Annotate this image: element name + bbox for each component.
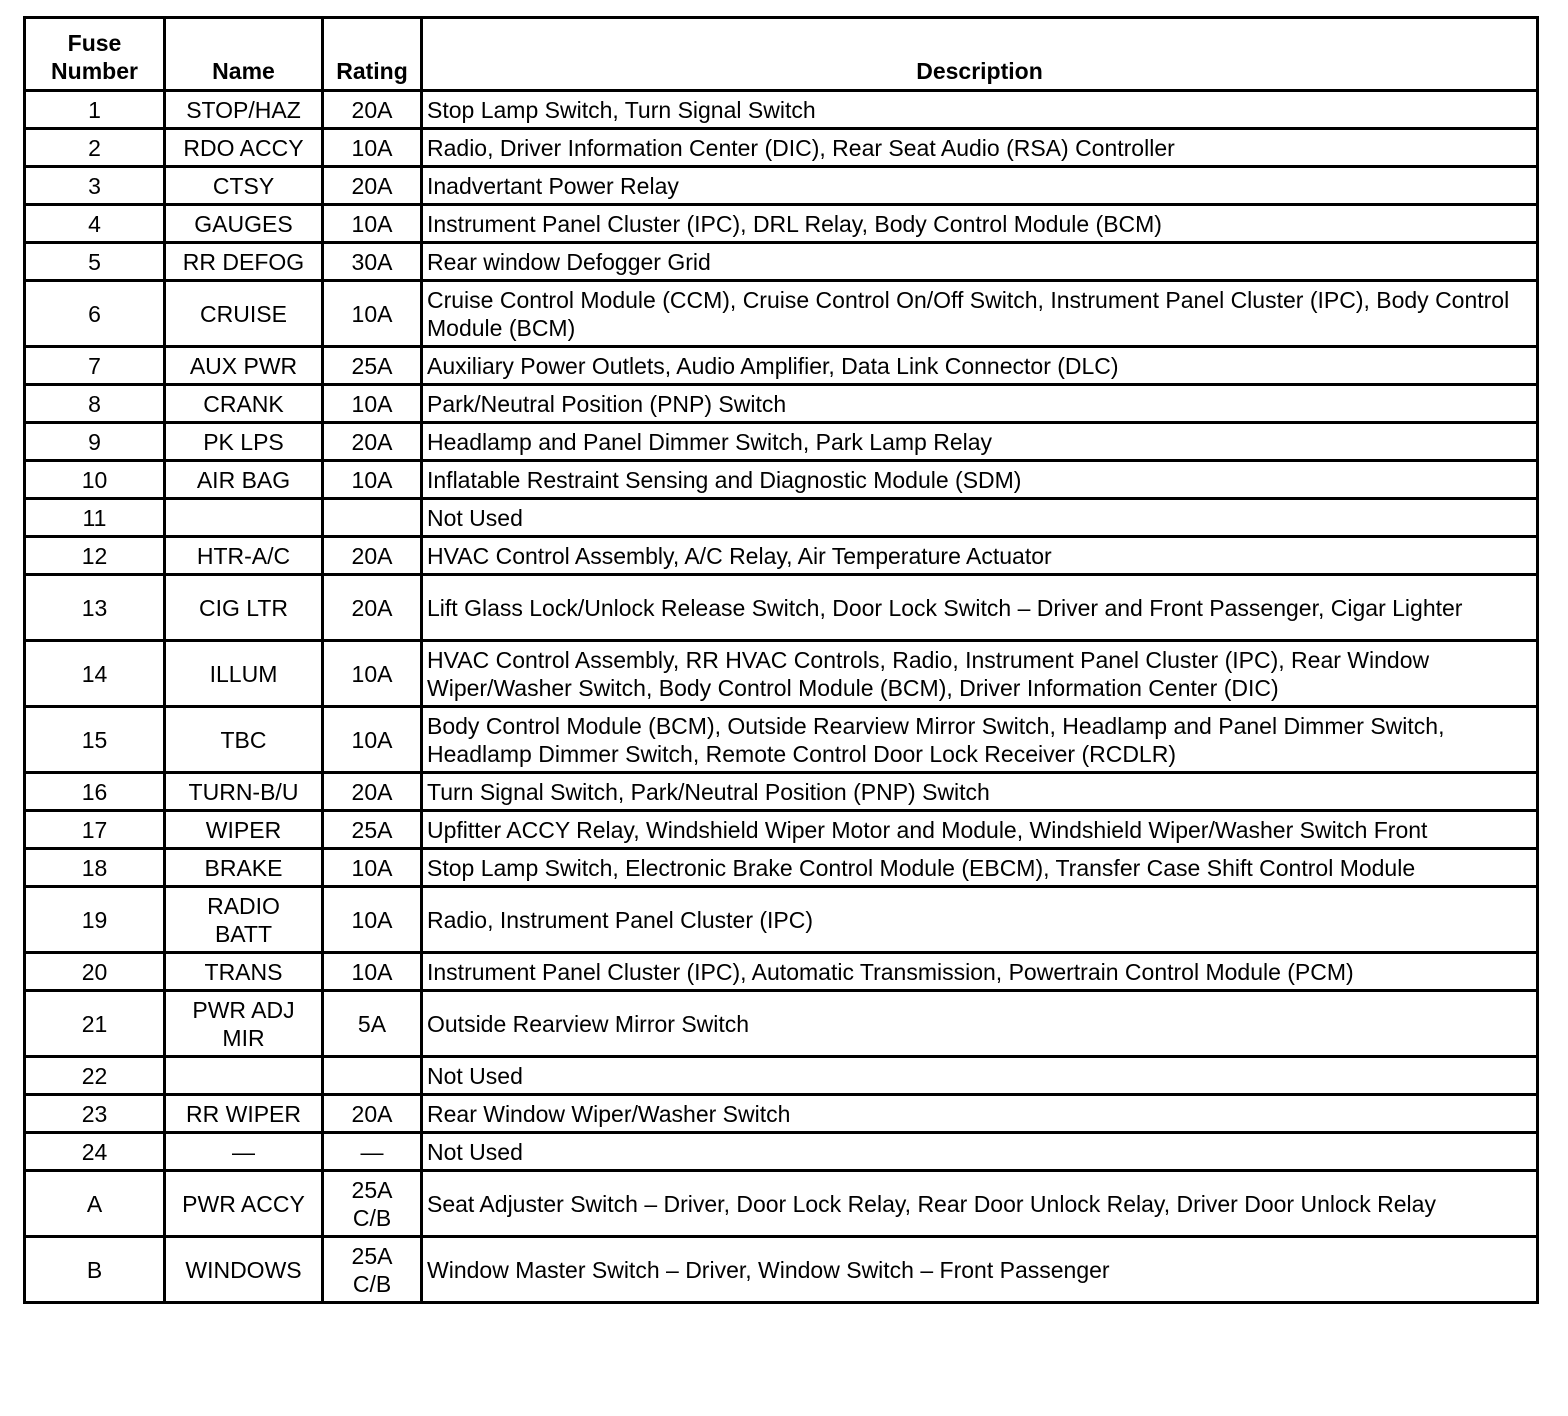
fuse-number-cell: 22 — [25, 1057, 165, 1095]
fuse-rating-cell — [323, 499, 422, 537]
fuse-name-cell: AIR BAG — [165, 461, 323, 499]
header-fuse-number: Fuse Number — [25, 18, 165, 91]
fuse-name-cell: PWR ACCY — [165, 1171, 323, 1237]
table-row — [25, 499, 1538, 537]
fuse-name-cell: CRUISE — [165, 281, 323, 347]
fuse-description-cell: Stop Lamp Switch, Turn Signal Switch — [422, 91, 1538, 129]
table-row — [25, 347, 1538, 385]
fuse-number-cell: 9 — [25, 423, 165, 461]
fuse-rating-cell: 20A — [323, 423, 422, 461]
fuse-name-cell: AUX PWR — [165, 347, 323, 385]
fuse-name-cell: CIG LTR — [165, 575, 323, 641]
fuse-name-cell: PWR ADJ MIR — [165, 991, 323, 1057]
table-row — [25, 991, 1538, 1057]
fuse-rating-cell: 20A — [323, 91, 422, 129]
fuse-number-cell: 2 — [25, 129, 165, 167]
table-row — [25, 205, 1538, 243]
fuse-number-cell: 15 — [25, 707, 165, 773]
fuse-number-cell: 14 — [25, 641, 165, 707]
fuse-number-cell: 1 — [25, 91, 165, 129]
fuse-rating-cell: 10A — [323, 281, 422, 347]
fuse-number-cell: A — [25, 1171, 165, 1237]
fuse-description-cell: Not Used — [422, 499, 1538, 537]
fuse-rating-cell: 25A C/B — [323, 1171, 422, 1237]
header-name: Name — [165, 18, 323, 91]
fuse-name-cell: TBC — [165, 707, 323, 773]
fuse-rating-cell: 10A — [323, 641, 422, 707]
table-row — [25, 1133, 1538, 1171]
fuse-number-cell: 12 — [25, 537, 165, 575]
fuse-name-cell: TRANS — [165, 953, 323, 991]
fuse-name-cell: RR DEFOG — [165, 243, 323, 281]
table-header-row — [25, 18, 1538, 91]
fuse-description-cell: Lift Glass Lock/Unlock Release Switch, Door Lock Switch – Driver and Front Passenger, Cigar Lighter — [422, 575, 1538, 641]
fuse-description-cell: Turn Signal Switch, Park/Neutral Position (PNP) Switch — [422, 773, 1538, 811]
table-row — [25, 281, 1538, 347]
table-row — [25, 953, 1538, 991]
fuse-number-cell: 19 — [25, 887, 165, 953]
fuse-table-container — [23, 16, 1539, 1304]
table-row — [25, 91, 1538, 129]
fuse-rating-cell: 10A — [323, 461, 422, 499]
fuse-description-cell: Body Control Module (BCM), Outside Rearview Mirror Switch, Headlamp and Panel Dimmer Switch, Headlamp Dimmer Switch, Remote Control Door Lock Receiver (RCDLR) — [422, 707, 1538, 773]
table-row — [25, 243, 1538, 281]
fuse-number-cell: B — [25, 1237, 165, 1303]
fuse-rating-cell: — — [323, 1133, 422, 1171]
fuse-name-cell — [165, 499, 323, 537]
table-row — [25, 1057, 1538, 1095]
fuse-number-cell: 13 — [25, 575, 165, 641]
fuse-number-cell: 21 — [25, 991, 165, 1057]
fuse-description-cell: HVAC Control Assembly, A/C Relay, Air Temperature Actuator — [422, 537, 1538, 575]
table-row — [25, 385, 1538, 423]
fuse-description-cell: Window Master Switch – Driver, Window Switch – Front Passenger — [422, 1237, 1538, 1303]
fuse-number-cell: 10 — [25, 461, 165, 499]
fuse-rating-cell: 20A — [323, 1095, 422, 1133]
fuse-number-cell: 4 — [25, 205, 165, 243]
fuse-rating-cell: 20A — [323, 537, 422, 575]
table-row — [25, 887, 1538, 953]
fuse-name-cell: PK LPS — [165, 423, 323, 461]
fuse-description-cell: HVAC Control Assembly, RR HVAC Controls, Radio, Instrument Panel Cluster (IPC), Rear Window Wiper/Washer Switch, Body Control Module (BCM), Driver Information Center (DIC) — [422, 641, 1538, 707]
table-row — [25, 1095, 1538, 1133]
fuse-table — [23, 16, 1539, 1304]
fuse-rating-cell: 5A — [323, 991, 422, 1057]
fuse-rating-cell: 10A — [323, 887, 422, 953]
fuse-rating-cell: 10A — [323, 953, 422, 991]
fuse-description-cell: Instrument Panel Cluster (IPC), Automatic Transmission, Powertrain Control Module (PCM) — [422, 953, 1538, 991]
fuse-name-cell: ILLUM — [165, 641, 323, 707]
fuse-number-cell: 20 — [25, 953, 165, 991]
fuse-name-cell: STOP/HAZ — [165, 91, 323, 129]
fuse-description-cell: Stop Lamp Switch, Electronic Brake Control Module (EBCM), Transfer Case Shift Control Module — [422, 849, 1538, 887]
fuse-number-cell: 17 — [25, 811, 165, 849]
fuse-name-cell: GAUGES — [165, 205, 323, 243]
fuse-rating-cell: 10A — [323, 385, 422, 423]
fuse-rating-cell: 25A C/B — [323, 1237, 422, 1303]
header-rating: Rating — [323, 18, 422, 91]
fuse-description-cell: Inflatable Restraint Sensing and Diagnostic Module (SDM) — [422, 461, 1538, 499]
header-description: Description — [422, 18, 1538, 91]
fuse-number-cell: 7 — [25, 347, 165, 385]
fuse-description-cell: Park/Neutral Position (PNP) Switch — [422, 385, 1538, 423]
fuse-number-cell: 23 — [25, 1095, 165, 1133]
fuse-name-cell: BRAKE — [165, 849, 323, 887]
fuse-rating-cell: 25A — [323, 347, 422, 385]
fuse-description-cell: Not Used — [422, 1057, 1538, 1095]
fuse-description-cell: Cruise Control Module (CCM), Cruise Control On/Off Switch, Instrument Panel Cluster (IPC), Body Control Module (BCM) — [422, 281, 1538, 347]
fuse-name-cell: WIPER — [165, 811, 323, 849]
table-row — [25, 423, 1538, 461]
table-row — [25, 849, 1538, 887]
fuse-number-cell: 6 — [25, 281, 165, 347]
fuse-name-cell: CTSY — [165, 167, 323, 205]
fuse-description-cell: Rear window Defogger Grid — [422, 243, 1538, 281]
table-row — [25, 707, 1538, 773]
fuse-rating-cell: 20A — [323, 773, 422, 811]
fuse-name-cell: WINDOWS — [165, 1237, 323, 1303]
fuse-name-cell: RADIO BATT — [165, 887, 323, 953]
fuse-number-cell: 18 — [25, 849, 165, 887]
fuse-rating-cell: 10A — [323, 205, 422, 243]
table-row — [25, 1171, 1538, 1237]
fuse-name-cell: CRANK — [165, 385, 323, 423]
fuse-number-cell: 5 — [25, 243, 165, 281]
table-row — [25, 641, 1538, 707]
fuse-number-cell: 8 — [25, 385, 165, 423]
fuse-description-cell: Headlamp and Panel Dimmer Switch, Park Lamp Relay — [422, 423, 1538, 461]
fuse-description-cell: Radio, Instrument Panel Cluster (IPC) — [422, 887, 1538, 953]
fuse-number-cell: 11 — [25, 499, 165, 537]
fuse-rating-cell: 10A — [323, 707, 422, 773]
table-row — [25, 129, 1538, 167]
table-row — [25, 537, 1538, 575]
fuse-description-cell: Inadvertant Power Relay — [422, 167, 1538, 205]
table-row — [25, 1237, 1538, 1303]
fuse-number-cell: 3 — [25, 167, 165, 205]
fuse-description-cell: Upfitter ACCY Relay, Windshield Wiper Motor and Module, Windshield Wiper/Washer Switch Front — [422, 811, 1538, 849]
fuse-name-cell: — — [165, 1133, 323, 1171]
fuse-rating-cell: 30A — [323, 243, 422, 281]
fuse-description-cell: Outside Rearview Mirror Switch — [422, 991, 1538, 1057]
fuse-rating-cell: 25A — [323, 811, 422, 849]
fuse-description-cell: Rear Window Wiper/Washer Switch — [422, 1095, 1538, 1133]
fuse-rating-cell — [323, 1057, 422, 1095]
fuse-name-cell — [165, 1057, 323, 1095]
fuse-description-cell: Auxiliary Power Outlets, Audio Amplifier, Data Link Connector (DLC) — [422, 347, 1538, 385]
fuse-name-cell: RDO ACCY — [165, 129, 323, 167]
fuse-rating-cell: 10A — [323, 849, 422, 887]
fuse-number-cell: 16 — [25, 773, 165, 811]
fuse-rating-cell: 20A — [323, 167, 422, 205]
fuse-name-cell: HTR-A/C — [165, 537, 323, 575]
fuse-rating-cell: 10A — [323, 129, 422, 167]
fuse-description-cell: Instrument Panel Cluster (IPC), DRL Relay, Body Control Module (BCM) — [422, 205, 1538, 243]
table-row — [25, 167, 1538, 205]
fuse-description-cell: Not Used — [422, 1133, 1538, 1171]
fuse-description-cell: Seat Adjuster Switch – Driver, Door Lock Relay, Rear Door Unlock Relay, Driver Door Unlock Relay — [422, 1171, 1538, 1237]
table-row — [25, 773, 1538, 811]
table-row — [25, 461, 1538, 499]
fuse-rating-cell: 20A — [323, 575, 422, 641]
fuse-number-cell: 24 — [25, 1133, 165, 1171]
fuse-name-cell: RR WIPER — [165, 1095, 323, 1133]
fuse-description-cell: Radio, Driver Information Center (DIC), Rear Seat Audio (RSA) Controller — [422, 129, 1538, 167]
table-row — [25, 811, 1538, 849]
fuse-name-cell: TURN-B/U — [165, 773, 323, 811]
table-row — [25, 575, 1538, 641]
